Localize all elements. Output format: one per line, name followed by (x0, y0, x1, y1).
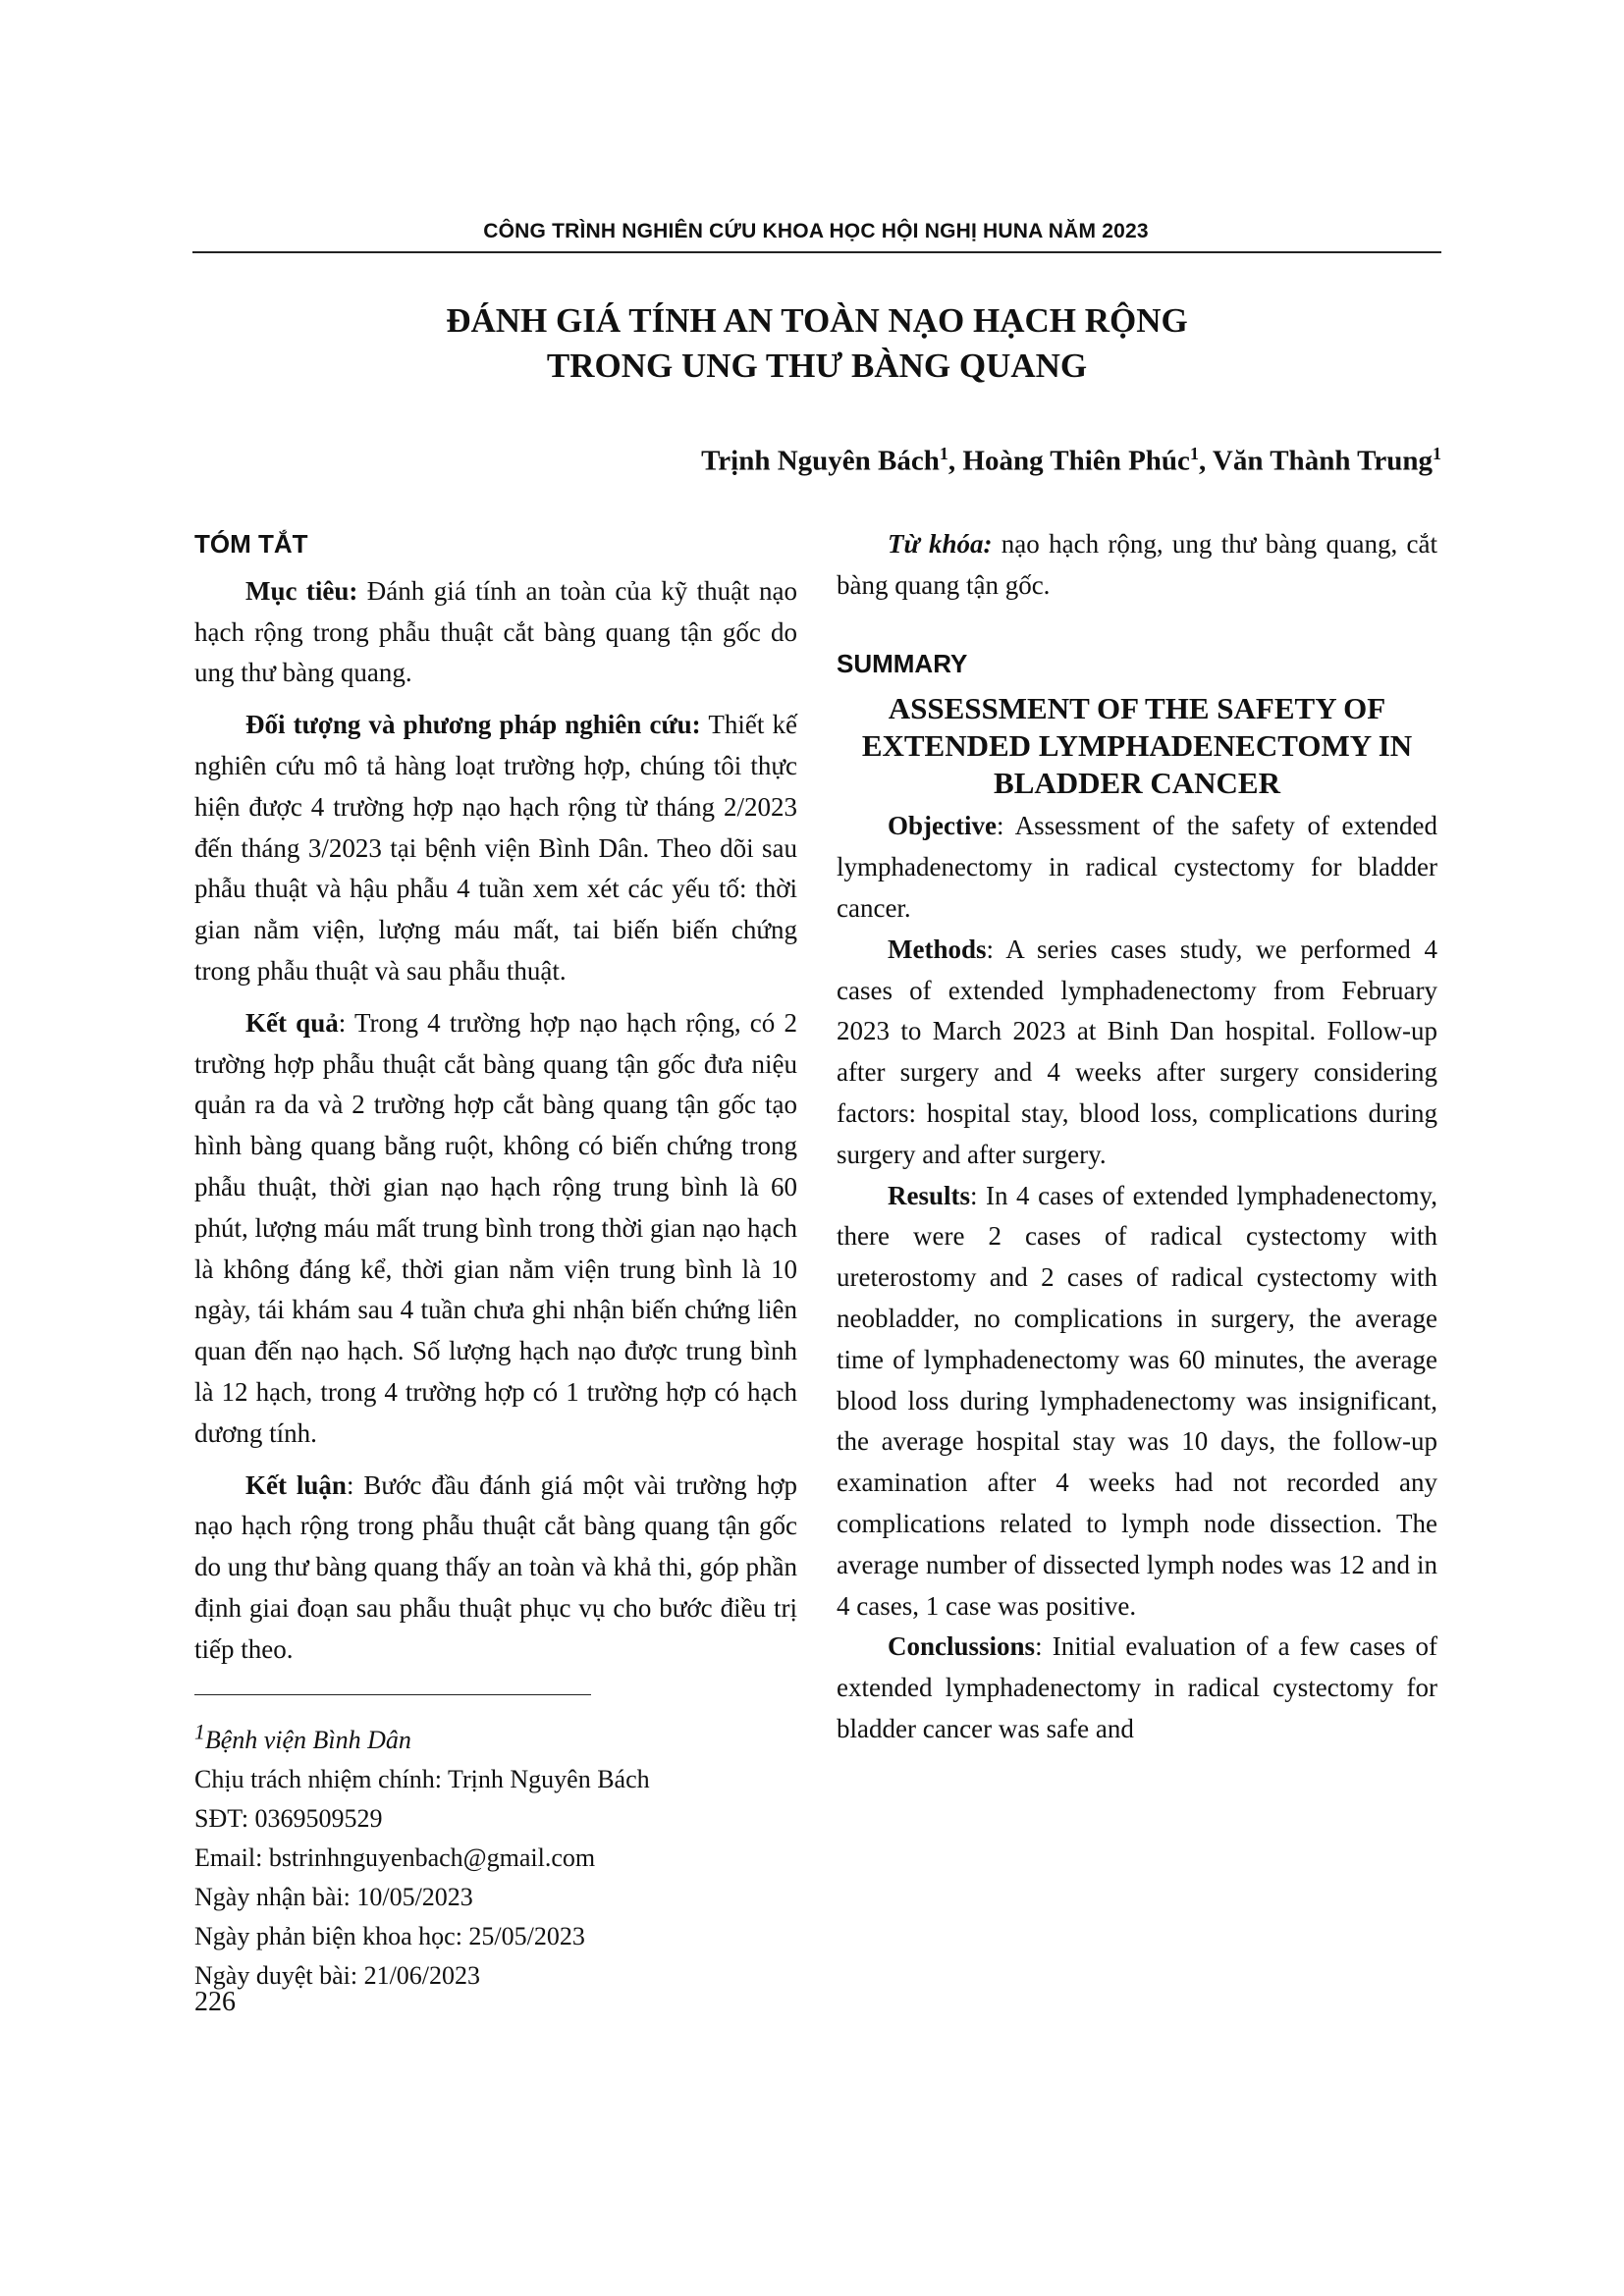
objective-text: Đánh giá tính an toàn của kỹ thuật nạo hạch rộng trong phẫu thuật cắt bàng quang tận gốc do ung thư bàng quang. (194, 575, 797, 688)
author-name: Trịnh Nguyên Bách (701, 445, 940, 477)
author-separator: , (1198, 445, 1213, 477)
abstract-conclusion (194, 1466, 797, 1671)
footnote-email: Email: bstrinhnguyenbach@gmail.com (194, 1842, 596, 1872)
abstract-heading: TÓM TẮT (194, 529, 308, 559)
results-label: Kết quả (245, 1007, 339, 1038)
results-text-en: : In 4 cases of extended lymphadenectomy, there were 2 cases of radical cystectomy with ureterostomy and 2 cases of radical cystectomy with neobladder, no complications in surgery, the average time of lymphadenectomy was 60 minutes, the average blood loss during lymphadenectomy was insignificant, the average hospital stay was 10 days, the follow-up examination after 4 weeks had not recorded any complications related to lymph node dissection. The average number of dissected lymph nodes was 12 and in 4 cases, 1 case was positive. (837, 1180, 1437, 1621)
footnote-received: Ngày nhận bài: 10/05/2023 (194, 1882, 473, 1911)
results-label-en: Results (888, 1180, 971, 1210)
title-line-2: TRONG UNG THƯ BÀNG QUANG (546, 347, 1088, 385)
affiliation-text: Bệnh viện Bình Dân (204, 1725, 411, 1754)
abstract-methods (194, 705, 797, 992)
affiliation-mark: 1 (1189, 444, 1199, 463)
keywords-label: Từ khóa: (888, 529, 993, 559)
author-separator: , (947, 445, 963, 477)
footnote-affiliation (194, 1712, 650, 1760)
header-rule (192, 251, 1441, 253)
conclusions-text-en: : Initial evaluation of a few cases of extended lymphadenectomy in radical cystectomy for bladder cancer was safe and (837, 1631, 1437, 1743)
english-title-line-1: ASSESSMENT OF THE SAFETY OF (888, 691, 1386, 726)
summary-methods (837, 930, 1437, 1176)
objective-label-en: Objective (888, 811, 997, 841)
abstract-results (194, 1003, 797, 1455)
summary-conclusions (837, 1627, 1437, 1749)
results-text: : Trong 4 trường hợp nạo hạch rộng, có 2 trường hợp phẫu thuật cắt bàng quang tận gốc đưa niệu quản ra da và 2 trường hợp cắt bàng quang tận gốc tạo hình bàng quang bằng ruột, không có biến chứng trong phẫu thuật, thời gian nạo hạch rộng trung bình là 60 phút, lượng máu mất trung bình trong thời gian nạo hạch là không đáng kể, thời gian nằm viện trung bình là 10 ngày, tái khám sau 4 tuần chưa ghi nhận biến chứng liên quan đến nạo hạch. Số lượng hạch nạo được trung bình là 12 hạch, trong 4 trường hợp có 1 trường hợp có hạch dương tính. (194, 1007, 797, 1448)
author-name: Hoàng Thiên Phúc (962, 445, 1190, 477)
affiliation-mark: 1 (939, 444, 948, 463)
conclusion-label: Kết luận (245, 1469, 347, 1500)
right-column (837, 524, 1437, 1750)
summary-results (837, 1176, 1437, 1628)
footnote-reviewed: Ngày phản biện khoa học: 25/05/2023 (194, 1921, 585, 1950)
abstract-objective (194, 571, 797, 694)
summary-objective (837, 806, 1437, 929)
footnote-responsible: Chịu trách nhiệm chính: Trịnh Nguyên Bách (194, 1764, 650, 1793)
objective-label: Mục tiêu: (245, 575, 358, 606)
footnote-accepted: Ngày duyệt bài: 21/06/2023 (194, 1960, 481, 1990)
running-head: CÔNG TRÌNH NGHIÊN CỨU KHOA HỌC HỘI NGHỊ HUNA NĂM 2023 (483, 220, 1149, 242)
author-name: Văn Thành Trung (1212, 445, 1433, 477)
methods-label-en: Methods (888, 934, 987, 964)
english-title-line-3: BLADDER CANCER (994, 766, 1280, 801)
author-list (701, 444, 1441, 478)
conclusion-text: : Bước đầu đánh giá một vài trường hợp nạo hạch rộng trong phẫu thuật cắt bàng quang tận gốc do ung thư bàng quang thấy an toàn và khả thi, góp phần định giai đoạn sau phẫu thuật phục vụ cho bước điều trị tiếp theo. (194, 1469, 797, 1664)
footnote-phone: SĐT: 0369509529 (194, 1803, 383, 1833)
keywords-text: nạo hạch rộng, ung thư bàng quang, cắt bàng quang tận gốc. (837, 529, 1438, 600)
methods-text-en: : A series cases study, we performed 4 cases of extended lymphadenectomy from February 2023 to March 2023 at Binh Dan hospital. Follow-up after surgery and 4 weeks after surgery considering factors: hospital stay, blood loss, complications during surgery and after surgery. (837, 934, 1437, 1169)
abstract-keywords (837, 524, 1437, 607)
page-number: 226 (194, 1987, 236, 2017)
conclusions-label-en: Conclussions (888, 1631, 1036, 1662)
footnote (194, 1712, 650, 1996)
methods-label: Đối tượng và phương pháp nghiên cứu: (245, 710, 701, 740)
article-title (192, 298, 1441, 389)
title-line-1: ĐÁNH GIÁ TÍNH AN TOÀN NẠO HẠCH RỘNG (446, 301, 1188, 340)
footnote-aff-mark: 1 (194, 1720, 205, 1743)
english-title-line-2: EXTENDED LYMPHADENECTOMY IN (861, 728, 1413, 764)
objective-text-en: : Assessment of the safety of extended lymphadenectomy in radical cystectomy for bladder cancer. (837, 811, 1437, 923)
affiliation-mark: 1 (1433, 444, 1441, 463)
footnote-rule (194, 1694, 591, 1695)
left-column (194, 524, 797, 1671)
methods-text: Thiết kế nghiên cứu mô tả hàng loạt trường hợp, chúng tôi thực hiện được 4 trường hợp nạo hạch rộng từ tháng 2/2023 đến tháng 3/2023 tại bệnh viện Bình Dân. Theo dõi sau phẫu thuật và hậu phẫu 4 tuần xem xét các yếu tố: thời gian nằm viện, lượng máu mất, tai biến biến chứng trong phẫu thuật và sau phẫu thuật. (194, 710, 797, 986)
summary-heading: SUMMARY (837, 648, 968, 678)
english-title (837, 690, 1437, 802)
